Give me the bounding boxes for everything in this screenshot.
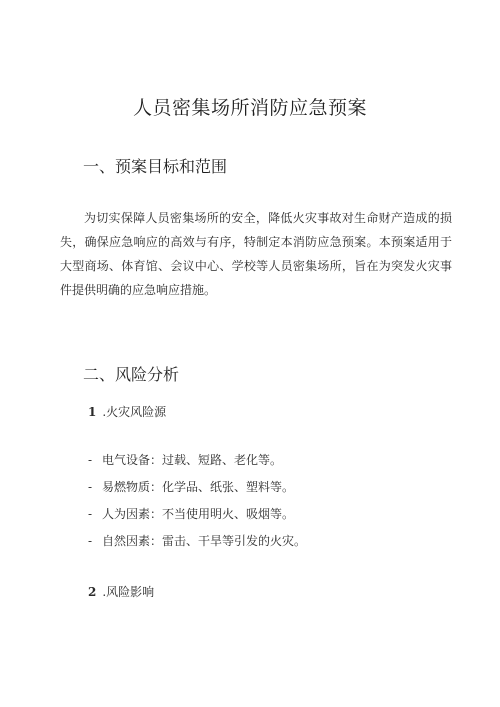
section-heading-risk: 二、风险分析: [83, 365, 180, 384]
list-item: [88, 474, 306, 501]
subsection-title: .风险影响: [102, 585, 155, 599]
fire-source-list: [88, 447, 306, 555]
list-item-text: 人为因素：不当使用明火、吸烟等。: [102, 507, 295, 521]
list-item-text: 自然因素：雷击、干旱等引发的火灾。: [102, 534, 307, 548]
subsection-heading-risk-impact: [88, 583, 154, 600]
bullet-marker: -: [88, 480, 93, 494]
list-item: [88, 447, 306, 474]
section-heading-goals: 一、预案目标和范围: [83, 157, 228, 176]
bullet-marker: -: [88, 507, 93, 521]
bullet-marker: -: [88, 453, 93, 467]
subsection-title: .火灾风险源: [102, 405, 167, 419]
list-item: [88, 528, 306, 555]
list-item-text: 电气设备：过载、短路、老化等。: [102, 453, 283, 467]
document-title: 人员密集场所消防应急预案: [132, 97, 367, 119]
subsection-number: 2: [88, 585, 97, 599]
subsection-number: 1: [88, 405, 97, 419]
subsection-heading-fire-sources: [88, 403, 166, 420]
list-item: [88, 501, 306, 528]
list-item-text: 易燃物质：化学品、纸张、塑料等。: [102, 480, 295, 494]
bullet-marker: -: [88, 534, 93, 548]
section-paragraph-goals: 为切实保障人员密集场所的安全，降低火灾事故对生命财产造成的损失，确保应急响应的高效与有序，特制定本消防应急预案。本预案适用于大型商场、体育馆、会议中心、学校等人员密集场所，旨在为突发火灾事件提供明确的应急响应措施。: [60, 211, 452, 297]
